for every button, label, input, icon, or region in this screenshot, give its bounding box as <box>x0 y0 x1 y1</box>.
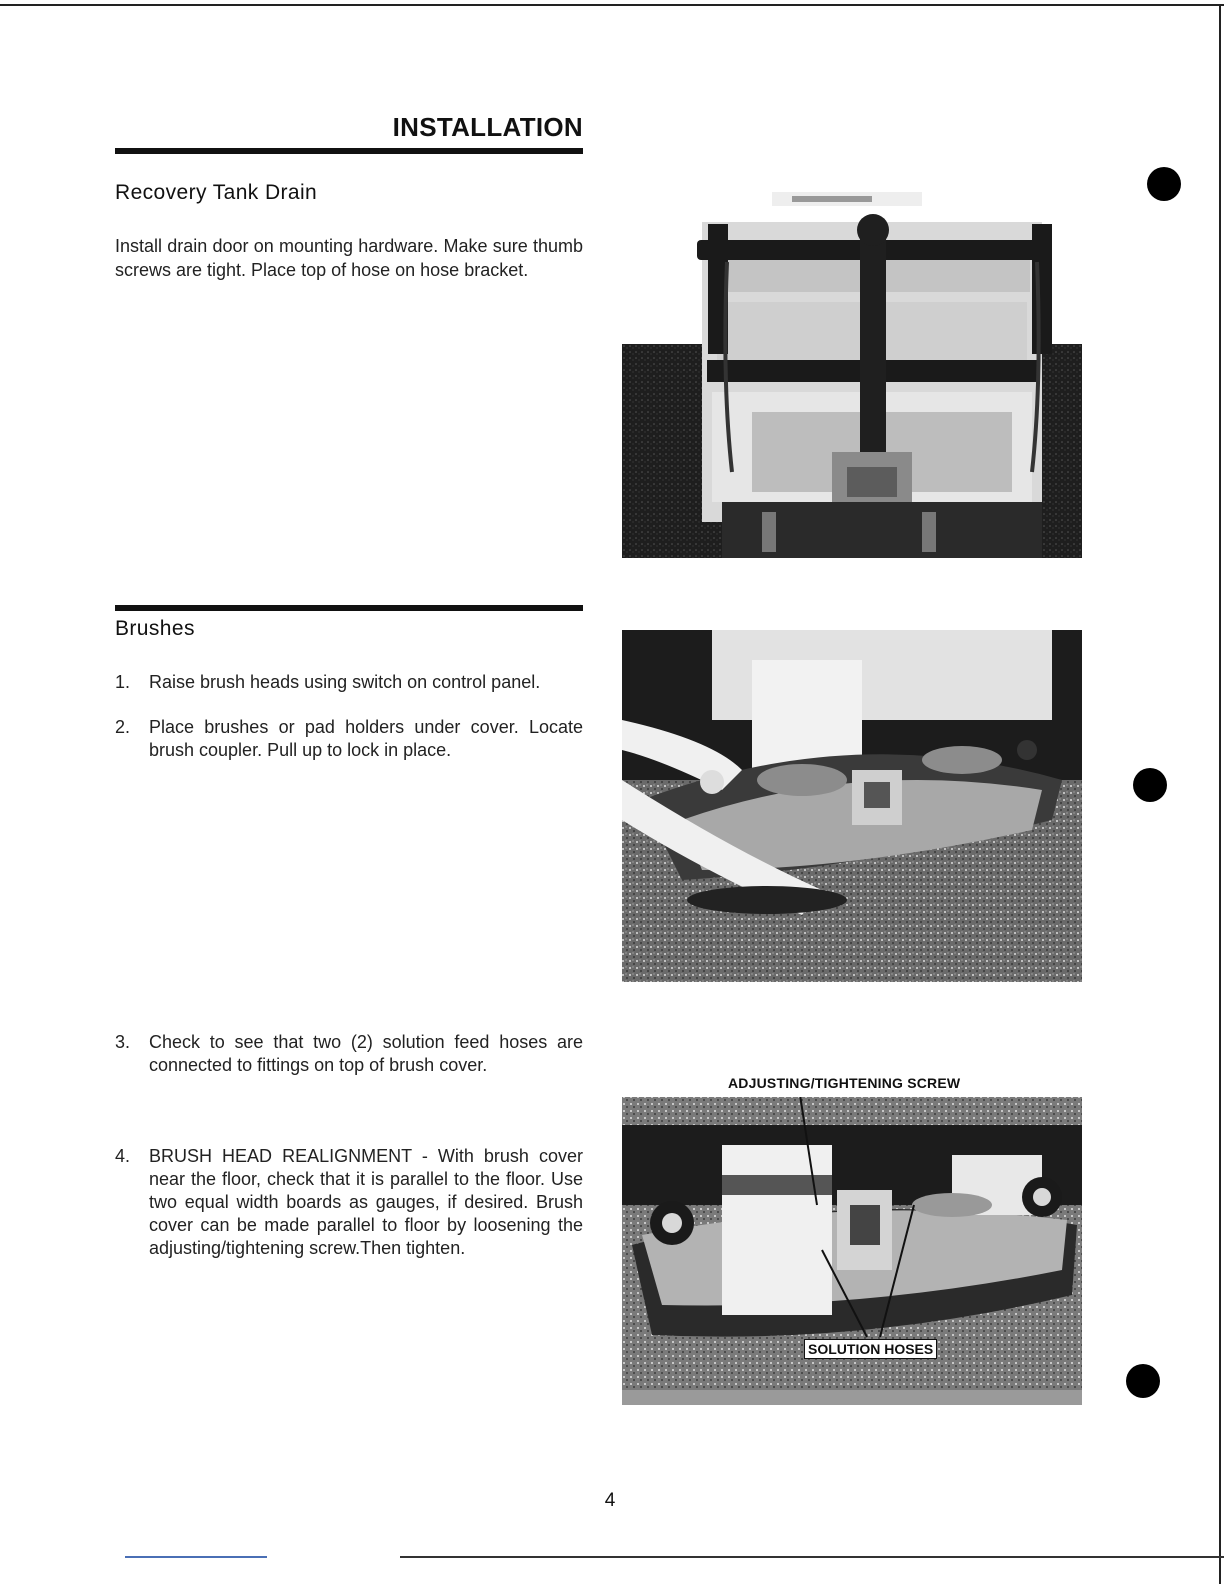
callout-solution-hoses: SOLUTION HOSES <box>804 1339 937 1359</box>
footer-line-right <box>400 1556 1224 1558</box>
step-number: 1. <box>115 672 131 692</box>
page-border-right <box>1219 4 1221 1584</box>
brushes-step-4 <box>115 1145 583 1260</box>
page-number: 4 <box>604 1490 616 1511</box>
step-number: 4. <box>115 1146 131 1166</box>
step-text: Place brushes or pad holders under cover. Locate brush coupler. Pull up to lock in place. <box>149 717 583 760</box>
photo-brush-install <box>622 630 1082 982</box>
step-text: Raise brush heads using switch on control panel. <box>149 672 541 692</box>
brushes-heading: Brushes <box>115 617 195 640</box>
callout-adjusting-screw: ADJUSTING/TIGHTENING SCREW <box>728 1075 961 1091</box>
brushes-step-1 <box>115 671 583 694</box>
recovery-tank-heading: Recovery Tank Drain <box>115 181 318 204</box>
binder-hole-bottom <box>1126 1364 1160 1398</box>
recovery-tank-text: Install drain door on mounting hardware. Make sure thumb screws are tight. Place top of hose on hose bracket. <box>115 236 583 280</box>
title-rule <box>115 148 583 154</box>
footer-line-left <box>125 1556 267 1558</box>
photo-recovery-tank <box>622 182 1082 558</box>
brushes-step-2 <box>115 716 583 762</box>
step-text: Check to see that two (2) solution feed hoses are connected to fittings on top of brush cover. <box>149 1032 583 1075</box>
page-title: INSTALLATION <box>392 112 583 142</box>
step-number: 3. <box>115 1032 131 1052</box>
brushes-rule <box>115 605 583 611</box>
page-border-top <box>0 4 1224 6</box>
binder-hole-middle <box>1133 768 1167 802</box>
step-number: 2. <box>115 717 131 737</box>
step-text: BRUSH HEAD REALIGNMENT - With brush cover near the floor, check that it is parallel to the floor. Use two equal width boards as gauges, if desired. Brush cover can be made parallel to floor by loosening the adjusting/tightening screw.Then tighten. <box>149 1146 583 1258</box>
binder-hole-top <box>1147 167 1181 201</box>
brushes-step-3 <box>115 1031 583 1077</box>
